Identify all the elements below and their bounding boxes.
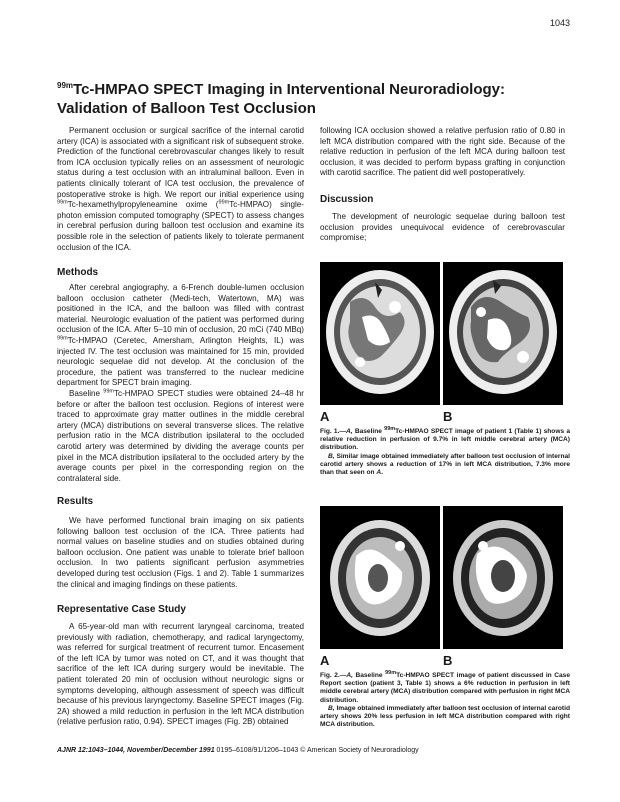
figure-1-caption: Fig. 1.—A, Baseline $^{99m}$Tc-HMPAO SPECT image of patient 1 (Table 1) shows a relative reduction in perfusion of 9.7% in left middle cerebral artery (MCA) distribution. B, Similar image obtained immediately after balloon test occlusion of internal carotid artery shows a reduction of 17% in left MCA distribution, 7.3% more than that seen on A. <box>320 425 570 477</box>
article-title <box>57 80 577 118</box>
methods-text <box>57 283 304 484</box>
figure-1a-label: A <box>320 409 330 424</box>
page-number: 1043 <box>549 18 570 28</box>
case-paragraph: A 65-year-old man with recurrent laryngeal carcinoma, treated previously with radiation, chemotherapy, and radical laryngectomy, was referred for surgical treatment of recurrent tumor. Encasement of the left ICA by tumor was noted on CT, and it was thought that sacrifice of the left ICA during surgery would be inevitable. The patient tolerated 20 min of occlusion without neurologic signs or symptoms developing, although assessment of speech was difficult because of his previous laryngectomy. Baseline SPECT images (Fig. 2A) showed a mild reduction in perfusion in the left MCA distribution (relative perfusion ratio, 0.94). SPECT images (Fig. 2B) obtained <box>57 622 304 727</box>
title-main: Tc-HMPAO SPECT Imaging in Interventional Neuroradiology: Validation of Balloon Test Occlusion <box>57 81 505 117</box>
figure-1b-label: B <box>443 409 453 424</box>
title-superscript: 99m <box>57 81 74 90</box>
footer-rest: 0195–6108/91/1206–1043 © American Society of Neuroradiology <box>214 747 419 754</box>
discussion-paragraph: The development of neurologic sequelae during balloon test occlusion provides unequivocal evidence of cerebrovascular compromise; <box>320 212 565 243</box>
case-continued-paragraph: following ICA occlusion showed a relative perfusion ratio of 0.80 in left MCA distribution compared with the right side. Because of the relative reduction in perfusion of the left MCA during balloon test occlusion, it was decided to perform bypass grafting in conjunction with carotid sacrifice. The patient did well postoperatively. <box>320 126 565 178</box>
case-heading: Representative Case Study <box>57 604 186 615</box>
figure-1b-spect-image <box>443 262 563 405</box>
footer-journal: AJNR 12:1043–1044, November/December 1991 <box>57 747 215 754</box>
discussion-heading: Discussion <box>320 194 374 205</box>
abstract-paragraph: Permanent occlusion or surgical sacrifice of the internal carotid artery (ICA) is associated with a significant risk of subsequent stroke. Prediction of the functional cerebrovascular changes likely to result from ICA occlusion typically relies on an assessment of neurologic status during a test occlusion with an intraluminal balloon. Even in patients clinically tolerant of ICA test occlusion, the prevalence of postoperative stroke is high. We report our initial experience using $^{99m}$Tc-hexamethylpropyleneamine oxime ($^{99m}$Tc-HMPAO) single-photon emission computed tomography (SPECT) to assess changes in cerebral perfusion during balloon test occlusion and examine its possible role in the selection of patients likely to tolerate permanent occlusion of the ICA. <box>57 126 304 252</box>
figure-2b-spect-image <box>443 506 563 649</box>
methods-paragraph-1: After cerebral angiography, a 6-French double-lumen occlusion balloon occlusion catheter (Medi-tech, Watertown, MA) was positioned in the ICA, and the balloon was filled with contrast material. Neurologic evaluation of the patient was performed during occlusion of the ICA. After 5–10 min of occlusion, 20 mCi (740 MBq) $^{99m}$Tc-HMPAO (Ceretec, Amersham, Arlington Heights, IL) was injected IV. The test occlusion was maintained for 15 min, provided neurologic sequelae did not develop. At the conclusion of the procedure, the patient was transferred to the nuclear medicine department for SPECT brain imaging. <box>57 283 304 388</box>
figure-1 <box>320 262 570 488</box>
figure-2 <box>320 506 570 732</box>
methods-paragraph-2: Baseline $^{99m}$Tc-HMPAO SPECT studies were obtained 24–48 hr before or after the balloon test occlusion. Regions of interest were traced to approximate gray matter outlines in the middle cerebral artery (MCA) distributions on several transverse slices. The relative perfusion ratio in the MCA distribution ipsilateral to the occluded carotid artery was determined by dividing the average counts per pixel in the MCA distribution ipsilateral to the occluded artery by the average counts per pixel in the corresponding region on the contralateral side. <box>57 388 304 483</box>
figure-2a-label: A <box>320 653 330 668</box>
figure-2a-spect-image <box>320 506 440 649</box>
methods-heading: Methods <box>57 267 99 278</box>
page-footer <box>57 747 419 754</box>
results-paragraph: We have performed functional brain imaging on six patients following balloon test occlusion of the ICA. Three patients had normal values on baseline studies and on studies obtained during balloon occlusion. One patient was unable to tolerate brief balloon occlusion. In two patients significant perfusion asymmetries developed during test occlusion (Figs. 1 and 2). Table 1 summarizes the clinical and imaging findings on these patients. <box>57 516 304 589</box>
figure-2-caption: Fig. 2.—A, Baseline $^{99m}$Tc-HMPAO SPECT image of patient discussed in Case Report section (patient 3, Table 1) shows a 6% reduction in perfusion in left middle cerebral artery (MCA) distribution compared with perfusion in right MCA distribution. B, Image obtained immediately after balloon test occlusion of internal carotid artery shows 20% less perfusion in left MCA distribution compared with right MCA distribution. <box>320 669 570 729</box>
figure-1a-spect-image <box>320 262 440 405</box>
results-heading: Results <box>57 496 94 507</box>
figure-2b-label: B <box>443 653 453 668</box>
